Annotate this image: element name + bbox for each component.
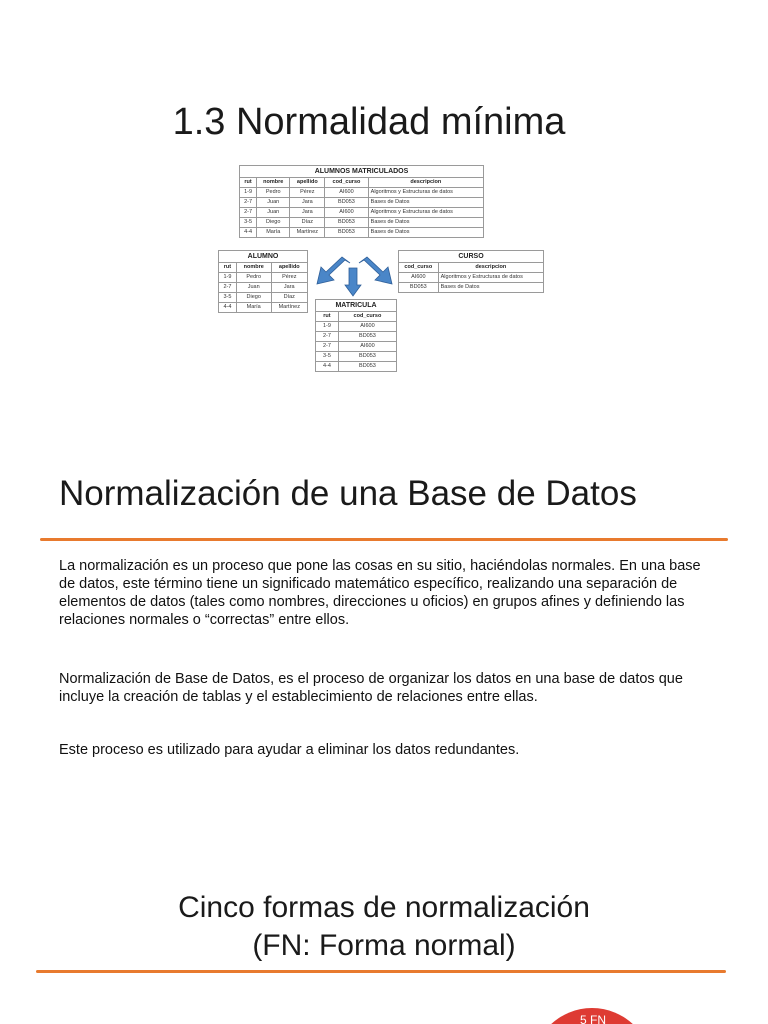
pyramid-top-label: 5 FN xyxy=(579,1013,606,1024)
title-line-1: Cinco formas de normalización xyxy=(178,891,590,924)
table-cell: BD053 xyxy=(338,352,396,362)
table-cell: 3-5 xyxy=(240,218,257,228)
table-row xyxy=(240,198,484,208)
table-cell: Díaz xyxy=(290,218,325,228)
column-header: cod_curso xyxy=(338,312,396,322)
title-line-2: (FN: Forma normal) xyxy=(252,929,516,962)
pyramid-graphic xyxy=(488,996,726,1024)
table-cell: Juan xyxy=(236,283,271,293)
table-cell: Jara xyxy=(271,283,307,293)
table-row xyxy=(316,342,397,352)
table-cell: BD053 xyxy=(325,198,368,208)
table-cell: María xyxy=(257,228,290,238)
table-cell: Bases de Datos xyxy=(438,283,543,293)
table-cell: 4-4 xyxy=(316,362,339,372)
table-row xyxy=(316,362,397,372)
table-cell: Bases de Datos xyxy=(368,228,483,238)
table-row xyxy=(240,208,484,218)
table-cell: BD053 xyxy=(399,283,439,293)
table-cell: 4-4 xyxy=(240,228,257,238)
title-underline xyxy=(36,970,726,973)
table-curso xyxy=(398,250,544,293)
table-cell: Jara xyxy=(290,198,325,208)
paragraph-definicion: La normalización es un proceso que pone las cosas en su sitio, haciéndolas normales. En una base de datos, este término tiene un significado matemático específico, realizando una separación de elementos de datos (tales como nombres, direcciones u oficios) en grupos afines y definiendo las relaciones normales o “correctas” entre ellos. xyxy=(59,558,701,628)
table-row xyxy=(219,283,308,293)
column-header: descripcion xyxy=(438,263,543,273)
table-cell: Díaz xyxy=(271,293,307,303)
table-cell: Pérez xyxy=(271,273,307,283)
paragraph-proceso: Normalización de Base de Datos, es el proceso de organizar los datos en una base de datos que incluye la creación de tablas y el establecimiento de relaciones entre ellas. xyxy=(59,671,683,705)
table-cell: 2-7 xyxy=(219,283,237,293)
table-cell: 2-7 xyxy=(316,342,339,352)
slide-title-cinco-formas xyxy=(0,889,768,965)
table-caption-row xyxy=(240,166,484,178)
table-row xyxy=(240,188,484,198)
paragraph-redundancia: Este proceso es utilizado para ayudar a eliminar los datos redundantes. xyxy=(59,742,520,758)
table-cell: Juan xyxy=(257,198,290,208)
table-cell: Martínez xyxy=(271,303,307,313)
column-header: nombre xyxy=(236,263,271,273)
slide-title-normalizacion: Normalización de una Base de Datos xyxy=(59,474,637,513)
table-cell: BD053 xyxy=(325,228,368,238)
arrow-down-shape xyxy=(345,268,361,296)
table-cell: AI600 xyxy=(338,342,396,352)
arrow-down-icon xyxy=(344,267,362,297)
table-cell: AI600 xyxy=(325,208,368,218)
table-alumno xyxy=(218,250,308,313)
table-cell: BD053 xyxy=(338,362,396,372)
table-header-row xyxy=(219,263,308,273)
table-cell: 3-5 xyxy=(219,293,237,303)
table-header-row xyxy=(316,312,397,322)
table-cell: 1-9 xyxy=(240,188,257,198)
table-cell: 1-9 xyxy=(219,273,237,283)
column-header: rut xyxy=(240,178,257,188)
title-underline xyxy=(40,538,728,541)
table-cell: AI600 xyxy=(338,322,396,332)
column-header: descripcion xyxy=(368,178,483,188)
table-alumnos-matriculados xyxy=(239,165,484,238)
column-header: apellido xyxy=(271,263,307,273)
table-caption-row xyxy=(316,300,397,312)
table-cell: María xyxy=(236,303,271,313)
table-header-row xyxy=(399,263,544,273)
table-cell: Diego xyxy=(236,293,271,303)
table-cell: Algoritmos y Estructuras de datos xyxy=(368,208,483,218)
table-caption-row xyxy=(399,251,544,263)
table-row xyxy=(240,228,484,238)
table-header-row xyxy=(240,178,484,188)
table-cell: AI600 xyxy=(399,273,439,283)
column-header: rut xyxy=(316,312,339,322)
table-row xyxy=(219,273,308,283)
table-cell: 4-4 xyxy=(219,303,237,313)
table-row xyxy=(240,218,484,228)
table-cell: Pedro xyxy=(236,273,271,283)
table-row xyxy=(219,303,308,313)
table-caption: ALUMNO xyxy=(219,251,308,263)
table-row xyxy=(316,352,397,362)
table-cell: 1-9 xyxy=(316,322,339,332)
table-row xyxy=(399,283,544,293)
table-cell: Jara xyxy=(290,208,325,218)
table-cell: Martínez xyxy=(290,228,325,238)
arrow-right-shape xyxy=(359,257,392,284)
table-row xyxy=(316,332,397,342)
table-cell: Algoritmos y Estructuras de datos xyxy=(368,188,483,198)
table-cell: Pérez xyxy=(290,188,325,198)
column-header: cod_curso xyxy=(399,263,439,273)
table-cell: Algoritmos y Estructuras de datos xyxy=(438,273,543,283)
table-cell: 2-7 xyxy=(316,332,339,342)
column-header: apellido xyxy=(290,178,325,188)
table-row xyxy=(316,322,397,332)
table-cell: BD053 xyxy=(325,218,368,228)
table-caption-row xyxy=(219,251,308,263)
table-row xyxy=(219,293,308,303)
table-caption: MATRICULA xyxy=(316,300,397,312)
table-cell: AI600 xyxy=(325,188,368,198)
table-cell: Diego xyxy=(257,218,290,228)
arrow-right-icon xyxy=(358,256,394,286)
table-cell: 3-5 xyxy=(316,352,339,362)
table-matricula xyxy=(315,299,397,372)
table-cell: Pedro xyxy=(257,188,290,198)
column-header: rut xyxy=(219,263,237,273)
table-cell: Bases de Datos xyxy=(368,218,483,228)
table-cell: Juan xyxy=(257,208,290,218)
table-row xyxy=(399,273,544,283)
table-caption: ALUMNOS MATRICULADOS xyxy=(240,166,484,178)
slide-title-normalidad-minima: 1.3 Normalidad mínima xyxy=(172,101,566,143)
column-header: cod_curso xyxy=(325,178,368,188)
table-cell: 2-7 xyxy=(240,208,257,218)
table-cell: Bases de Datos xyxy=(368,198,483,208)
table-cell: 2-7 xyxy=(240,198,257,208)
column-header: nombre xyxy=(257,178,290,188)
table-cell: BD053 xyxy=(338,332,396,342)
table-caption: CURSO xyxy=(399,251,544,263)
